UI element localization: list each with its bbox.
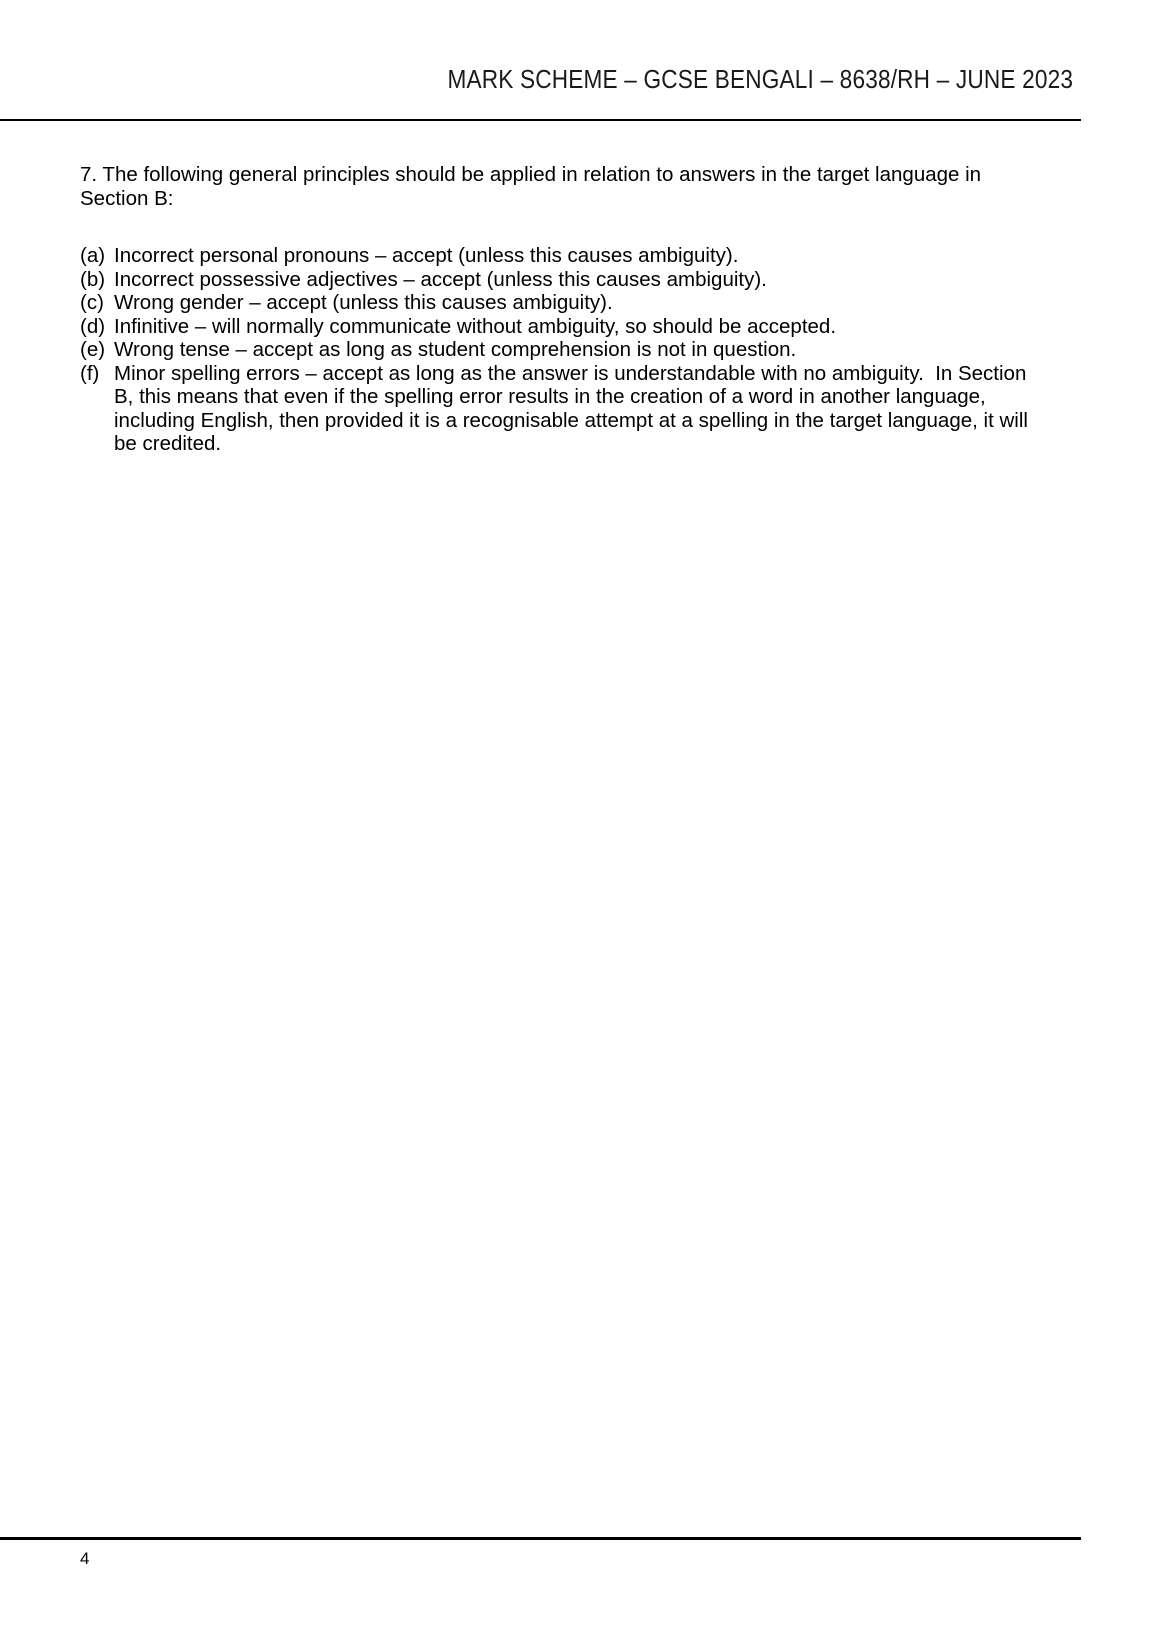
list-item-marker: (f) bbox=[80, 361, 100, 385]
list-item-marker: (c) bbox=[80, 291, 104, 314]
list-item-text: Wrong gender – accept (unless this causes ambiguity). bbox=[114, 291, 613, 314]
list-item-text: Incorrect personal pronouns – accept (unless this causes ambiguity). bbox=[114, 244, 739, 267]
list-item bbox=[80, 315, 1028, 339]
list-item-marker: (a) bbox=[80, 244, 106, 267]
list-item bbox=[80, 244, 1028, 268]
page-number: 4 bbox=[80, 1549, 90, 1568]
list-item bbox=[80, 338, 1028, 362]
principles-list bbox=[80, 244, 1034, 456]
list-item-text: Wrong tense – accept as long as student comprehension is not in question. bbox=[114, 338, 797, 361]
list-item bbox=[80, 361, 1034, 456]
list-item-text: Incorrect possessive adjectives – accept (unless this causes ambiguity). bbox=[114, 267, 767, 291]
list-item-marker: (e) bbox=[80, 338, 106, 361]
list-item-marker: (d) bbox=[80, 314, 106, 338]
footer-divider bbox=[0, 1537, 1081, 1540]
list-item-marker: (b) bbox=[80, 267, 106, 291]
list-item-text: Infinitive – will normally communicate without ambiguity, so should be accepted. bbox=[114, 314, 837, 338]
header-divider bbox=[0, 119, 1081, 121]
page-content bbox=[80, 163, 1034, 456]
list-item bbox=[80, 291, 1028, 315]
header-title: MARK SCHEME – GCSE BENGALI – 8638/RH – JUNE 2023 bbox=[447, 64, 1073, 94]
intro-paragraph: 7. The following general principles should be applied in relation to answers in the target language in Section B: bbox=[80, 163, 987, 210]
list-item bbox=[80, 268, 1028, 292]
list-item-text: Minor spelling errors – accept as long as the answer is understandable with no ambiguity. In Section B, this means that even if the spelling error results in the creation of a word in another language, including English, then provided it is a recognisable attempt at a spelling in the target language, it will be credited. bbox=[114, 361, 1034, 455]
